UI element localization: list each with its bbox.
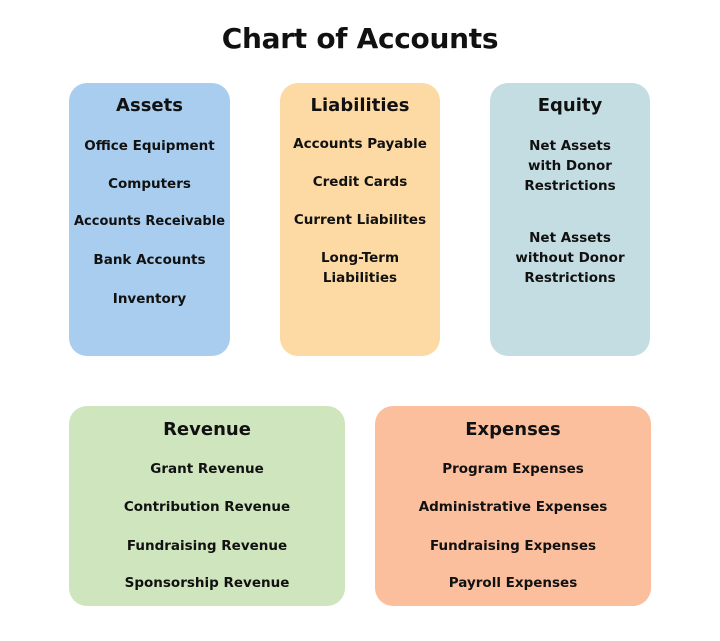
assets-item: Office Equipment	[84, 138, 215, 154]
equity-item: Net Assets without Donor Restrictions	[515, 230, 625, 286]
liabilities-item: Accounts Payable	[293, 136, 427, 152]
revenue-item: Contribution Revenue	[123, 499, 291, 515]
liabilities-title: Liabilities	[310, 95, 410, 116]
liabilities-item: Credit Cards	[312, 174, 408, 190]
expenses-item: Payroll Expenses	[448, 575, 578, 591]
revenue-item: Grant Revenue	[150, 461, 264, 477]
revenue-card	[69, 406, 345, 606]
assets-item: Inventory	[112, 291, 187, 307]
expenses-item: Fundraising Expenses	[429, 538, 597, 554]
expenses-item: Administrative Expenses	[418, 499, 608, 515]
equity-title: Equity	[537, 95, 603, 116]
assets-item: Bank Accounts	[93, 252, 206, 268]
liabilities-item: Current Liabilites	[293, 212, 427, 228]
expenses-title: Expenses	[465, 419, 561, 440]
revenue-item: Fundraising Revenue	[126, 538, 288, 554]
page-title: Chart of Accounts	[221, 22, 499, 55]
expenses-card	[375, 406, 651, 606]
assets-item: Accounts Receivable	[73, 214, 226, 229]
revenue-title: Revenue	[163, 419, 251, 440]
expenses-item: Program Expenses	[442, 461, 584, 477]
equity-item: Net Assets with Donor Restrictions	[524, 138, 616, 194]
equity-card	[490, 83, 650, 356]
assets-card	[69, 83, 230, 356]
assets-item: Computers	[108, 176, 191, 192]
assets-title: Assets	[116, 95, 183, 116]
revenue-item: Sponsorship Revenue	[124, 575, 290, 591]
liabilities-item: Long-Term Liabilities	[320, 250, 400, 286]
liabilities-card	[280, 83, 440, 356]
